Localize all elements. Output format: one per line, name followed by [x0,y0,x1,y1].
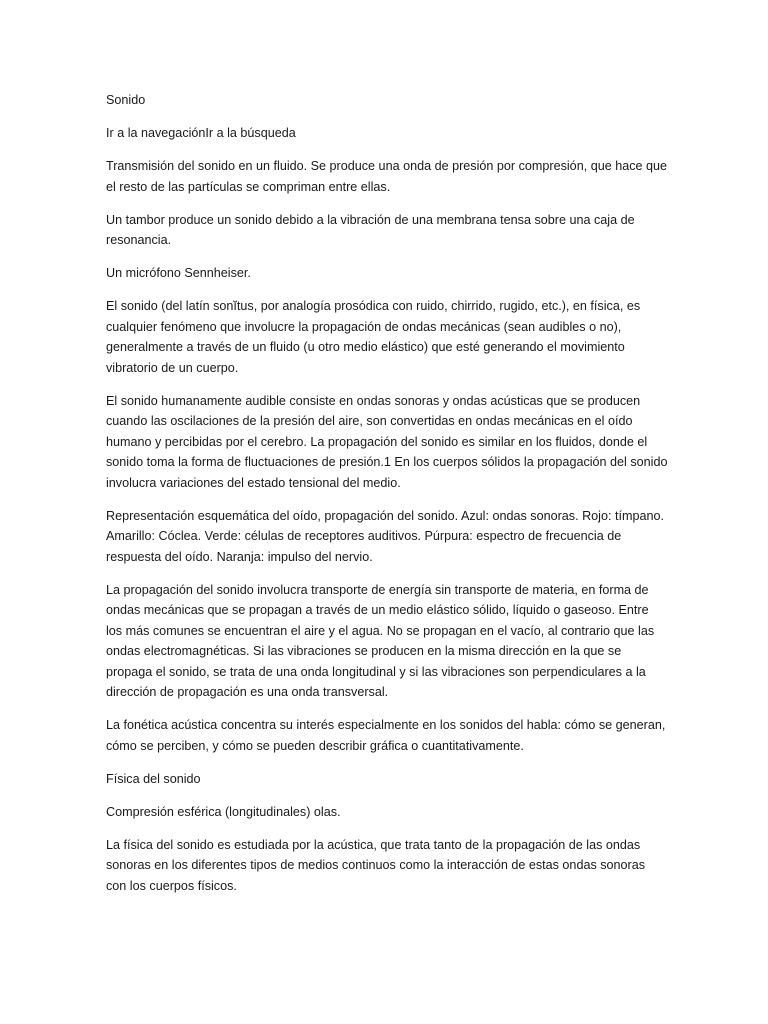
paragraph-drum: Un tambor produce un sonido debido a la vibración de una membrana tensa sobre una caja de resonancia. [106,212,635,247]
paragraph-physics-of-sound: La física del sonido es estudiada por la acústica, que trata tanto de la propagación de las ondas sonoras en los diferentes tipos de medios continuos como la interacción de estas ondas sonoras con los cuerpos físicos. [106,837,646,893]
navigation-links-text: Ir a la navegaciónIr a la búsqueda [106,126,296,140]
paragraph-microphone: Un micrófono Sennheiser. [106,266,251,280]
paragraph-propagation: La propagación del sonido involucra transporte de energía sin transporte de materia, en forma de ondas mecánicas que se propagan a través de un medio elástico sólido, líquido o gaseoso. Entre los más comunes se encuentran el aire y el agua. No se propagan en el vacío, al contrario que las ondas electromagnéticas. Si las vibraciones se producen en la misma dirección en la que se propaga el sonido, se trata de una onda longitudinal y si las vibraciones son perpendiculares a la dirección de propagación es una onda transversal. [106,582,655,699]
section-heading-physics: Física del sonido [106,771,201,786]
document-title: Sonido [106,93,146,107]
paragraph-acoustic-phonetics: La fonética acústica concentra su interés especialmente en los sonidos del habla: cómo se generan, cómo se perciben, y cómo se pueden describir gráfica o cuantitativamente. [106,718,666,753]
paragraph-definition: El sonido (del latín sonĭtus, por analogía prosódica con ruido, chirrido, rugido, etc.), en física, es cualquier fenómeno que involucre la propagación de ondas mecánicas (sean audibles o no), generalmente a través de un fluido (u otro medio elástico) que esté generando el movimiento vibratorio de un cuerpo. [106,299,641,375]
paragraph-audible-sound: El sonido humanamente audible consiste en ondas sonoras y ondas acústicas que se producen cuando las oscilaciones de la presión del aire, son convertidas en ondas mecánicas en el oído humano y percibidas por el cerebro. La propagación del sonido es similar en los fluidos, donde el sonido toma la forma de fluctuaciones de presión.1 En los cuerpos sólidos la propagación del sonido involucra variaciones del estado tensional del medio. [106,393,668,490]
paragraph-fluid-transmission: Transmisión del sonido en un fluido. Se produce una onda de presión por compresión, que hace que el resto de las partículas se compriman entre ellas. [106,159,668,194]
paragraph-ear-diagram: Representación esquemática del oído, propagación del sonido. Azul: ondas sonoras. Rojo: tímpano. Amarillo: Cóclea. Verde: células de receptores auditivos. Púrpura: espectro de frecuencia de respuesta del oído. Naranja: impulso del nervio. [106,508,664,564]
paragraph-spherical-compression: Compresión esférica (longitudinales) olas. [106,804,341,819]
